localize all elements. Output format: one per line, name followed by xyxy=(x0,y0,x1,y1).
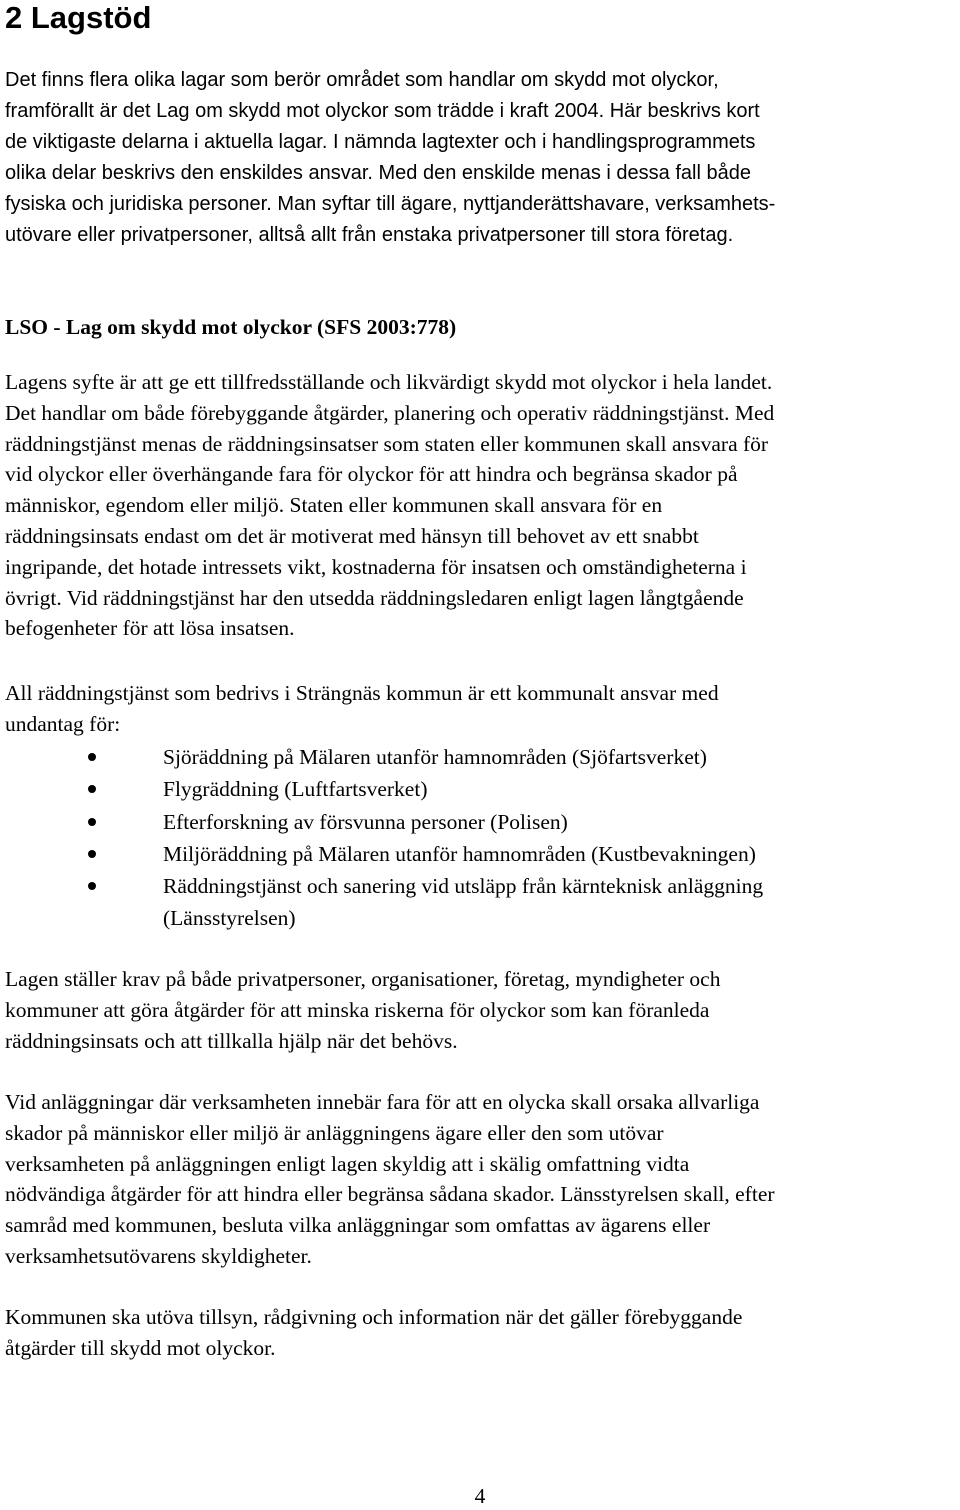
requirements-paragraph xyxy=(5,964,955,1056)
list-item-text: Efterforskning av försvunna personer (Polisen) xyxy=(163,809,568,834)
lso-line: Det handlar om både förebyggande åtgärder, planering och operativ räddningstjänst. Med xyxy=(5,400,775,425)
list-item xyxy=(0,773,960,805)
bullet-icon xyxy=(88,818,96,826)
lso-line: befogenheter för att lösa insatsen. xyxy=(5,616,295,641)
list-item xyxy=(0,870,960,935)
intro-line: framförallt är det Lag om skydd mot olyckor som trädde i kraft 2004. Här beskrivs kort xyxy=(5,100,760,122)
intro-line: utövare eller privatpersoner, alltså allt från enstaka privatpersoner till stora företag. xyxy=(5,224,734,246)
requirements-line: Lagen ställer krav på både privatpersoner, organisationer, företag, myndigheter och xyxy=(5,967,721,991)
exceptions-intro-line: All räddningstjänst som bedrivs i Strängnäs kommun är ett kommunalt ansvar med xyxy=(5,681,719,705)
supervision-line: åtgärder till skydd mot olyckor. xyxy=(5,1335,276,1360)
section-heading: 2 Lagstöd xyxy=(5,0,152,35)
list-item-text: Flygräddning (Luftfartsverket) xyxy=(163,777,428,802)
supervision-paragraph xyxy=(5,1302,955,1364)
list-item xyxy=(0,838,960,870)
intro-line: olika delar beskrivs den enskildes ansvar. Med den enskilde menas i dessa fall både xyxy=(5,162,751,184)
lso-subheading: LSO - Lag om skydd mot olyckor (SFS 2003:778) xyxy=(5,315,457,339)
intro-line: de viktigaste delarna i aktuella lagar. I nämnda lagtexter och i handlingsprogrammets xyxy=(5,131,756,153)
facilities-line: verksamhetsutövarens skyldigheter. xyxy=(5,1243,312,1268)
facilities-line: samråd med kommunen, besluta vilka anläggningar som omfattas av ägarens eller xyxy=(5,1213,711,1238)
facilities-paragraph xyxy=(5,1087,955,1272)
intro-line: Det finns flera olika lagar som berör området som handlar om skydd mot olyckor, xyxy=(5,69,719,91)
page-number: 4 xyxy=(474,1484,486,1508)
bullet-icon xyxy=(88,850,96,858)
bullet-icon xyxy=(88,785,96,793)
exceptions-intro xyxy=(5,678,955,740)
lso-line: ingripande, det hotade intressets vikt, kostnaderna för insatsen och omständigheterna i xyxy=(5,554,747,579)
requirements-line: räddningsinsats och att tillkalla hjälp när det behövs. xyxy=(5,1028,458,1053)
lso-line: räddningstjänst menas de räddningsinsatser som staten eller kommunen skall ansvara för xyxy=(5,431,769,456)
lso-line: Lagens syfte är att ge ett tillfredsställande och likvärdigt skydd mot olyckor i hela landet. xyxy=(5,370,773,394)
intro-paragraph xyxy=(5,65,955,251)
lso-line: räddningsinsats endast om det är motiverat med hänsyn till behovet av ett snabbt xyxy=(5,523,699,548)
lso-paragraph xyxy=(5,367,955,644)
lso-line: övrigt. Vid räddningstjänst har den utsedda räddningsledaren enligt lagen långtgående xyxy=(5,585,744,610)
facilities-line: nödvändiga åtgärder för att hindra eller begränsa sådana skador. Länsstyrelsen skall, efter xyxy=(5,1182,775,1207)
list-item-text: Sjöräddning på Mälaren utanför hamnområden (Sjöfartsverket) xyxy=(163,745,707,769)
bullet-icon xyxy=(88,882,96,890)
facilities-line: Vid anläggningar där verksamheten innebär fara för att en olycka skall orsaka allvarliga xyxy=(5,1090,760,1114)
facilities-line: skador på människor eller miljö är anläggningens ägare eller den som utövar xyxy=(5,1120,664,1145)
lso-line: vid olyckor eller överhängande fara för olyckor för att hindra och begränsa skador på xyxy=(5,462,738,487)
bullet-icon xyxy=(88,753,96,761)
list-item xyxy=(0,806,960,838)
supervision-line: Kommunen ska utöva tillsyn, rådgivning och information när det gäller förebyggande xyxy=(5,1305,743,1329)
intro-line: fysiska och juridiska personer. Man syftar till ägare, nyttjanderättshavare, verksamhets- xyxy=(5,193,776,215)
exceptions-list xyxy=(0,741,960,935)
facilities-line: verksamheten på anläggningen enligt lagen skyldig att i skälig omfattning vidta xyxy=(5,1151,690,1176)
list-item xyxy=(0,741,960,773)
list-item-text: Räddningstjänst och sanering vid utsläpp från kärnteknisk anläggning xyxy=(163,874,764,899)
exceptions-intro-line: undantag för: xyxy=(5,711,121,736)
requirements-line: kommuner att göra åtgärder för att minska riskerna för olyckor som kan föranleda xyxy=(5,997,710,1022)
lso-line: människor, egendom eller miljö. Staten eller kommunen skall ansvara för en xyxy=(5,493,663,518)
list-item-text: Miljöräddning på Mälaren utanför hamnområden (Kustbevakningen) xyxy=(163,841,756,866)
list-item-text: (Länsstyrelsen) xyxy=(163,906,296,931)
